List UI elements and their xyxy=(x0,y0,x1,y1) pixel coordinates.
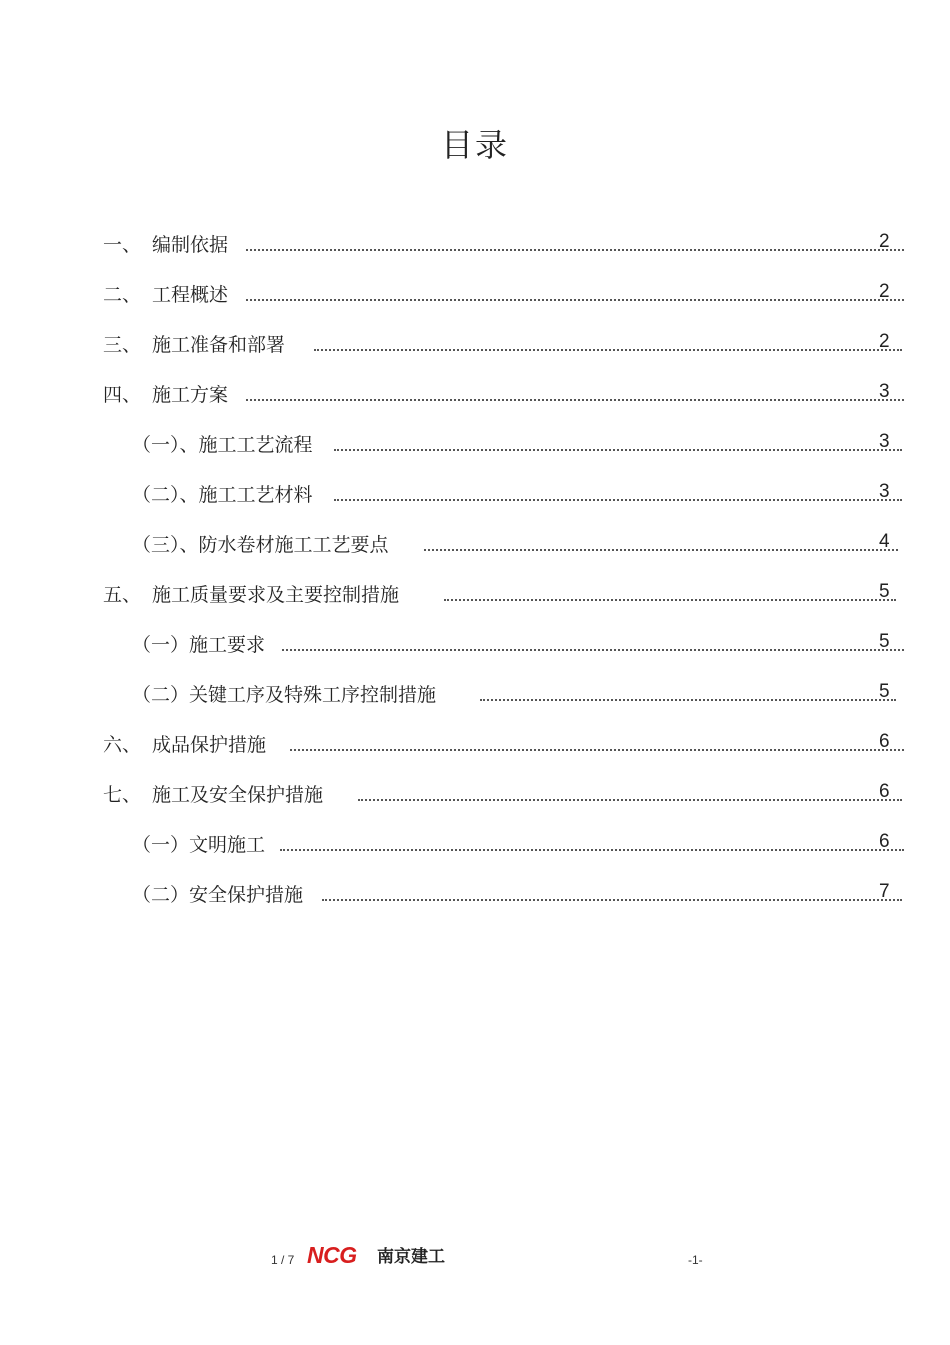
page-indicator: 1 / 7 xyxy=(271,1253,295,1267)
toc-entry-number: 一、 xyxy=(103,234,142,256)
toc-entry[interactable] xyxy=(0,572,950,612)
toc-leader-dots xyxy=(246,399,904,401)
toc-entry-number: 六、 xyxy=(103,734,142,756)
toc-entry-number: 三、 xyxy=(103,334,142,356)
toc-entry-page: 6 xyxy=(879,731,890,752)
toc-entry-number: 二、 xyxy=(103,284,142,306)
toc-entry-page: 5 xyxy=(879,581,890,602)
toc-entry[interactable] xyxy=(0,722,950,762)
toc-entry[interactable] xyxy=(0,772,950,812)
toc-entry[interactable] xyxy=(0,822,950,862)
toc-entry-page: 2 xyxy=(879,331,890,352)
logo-cn-text: 南京建工 xyxy=(377,1247,445,1267)
toc-entry-page: 3 xyxy=(879,381,890,402)
toc-entry-title: 施工及安全保护措施 xyxy=(152,784,324,806)
page-footer xyxy=(0,1243,950,1267)
toc-entry-page: 2 xyxy=(879,281,890,302)
toc-leader-dots xyxy=(246,249,904,251)
toc-leader-dots xyxy=(480,699,896,701)
toc-entry-number: 五、 xyxy=(103,584,142,606)
toc-entry[interactable] xyxy=(0,322,950,362)
toc-entry[interactable] xyxy=(0,472,950,512)
toc-entry-title: 成品保护措施 xyxy=(152,734,267,756)
toc-leader-dots xyxy=(358,799,902,801)
toc-leader-dots xyxy=(322,899,902,901)
toc-entry-page: 3 xyxy=(879,431,890,452)
toc-entry[interactable] xyxy=(0,522,950,562)
toc-entry-title: 施工方案 xyxy=(152,384,229,406)
toc-entry[interactable] xyxy=(0,272,950,312)
toc-entry[interactable] xyxy=(0,372,950,412)
toc-entry-title: （二）安全保护措施 xyxy=(132,884,304,906)
toc-entry-title: （一）、施工工艺流程 xyxy=(132,434,313,456)
toc-entry-title: 施工准备和部署 xyxy=(152,334,286,356)
toc-leader-dots xyxy=(246,299,904,301)
toc-entry-title: （一）文明施工 xyxy=(132,834,266,856)
toc-entry[interactable] xyxy=(0,622,950,662)
toc-entry[interactable] xyxy=(0,222,950,262)
toc-entry-title: （三）、防水卷材施工工艺要点 xyxy=(132,534,389,556)
logo-ncg-text: NCG xyxy=(307,1243,357,1267)
toc-leader-dots xyxy=(290,749,904,751)
toc-entry-page: 4 xyxy=(879,531,890,552)
toc-entry-title: （一）施工要求 xyxy=(132,634,266,656)
page-title: 目录 xyxy=(440,126,509,164)
toc-entry-title: 编制依据 xyxy=(152,234,229,256)
toc-entry-title: （二）、施工工艺材料 xyxy=(132,484,313,506)
toc-leader-dots xyxy=(444,599,896,601)
toc-entry[interactable] xyxy=(0,672,950,712)
toc-entry-title: 施工质量要求及主要控制措施 xyxy=(152,584,400,606)
page-number: -1- xyxy=(688,1253,703,1267)
toc-entry-page: 5 xyxy=(879,681,890,702)
toc-leader-dots xyxy=(424,549,898,551)
toc-leader-dots xyxy=(282,649,904,651)
toc-entry-page: 5 xyxy=(879,631,890,652)
toc-entry-number: 四、 xyxy=(103,384,142,406)
toc-entry-number: 七、 xyxy=(103,784,142,806)
toc-leader-dots xyxy=(334,499,902,501)
toc-leader-dots xyxy=(280,849,904,851)
toc-entry-page: 3 xyxy=(879,481,890,502)
toc-entry[interactable] xyxy=(0,872,950,912)
toc-entry-page: 2 xyxy=(879,231,890,252)
toc-entry-page: 6 xyxy=(879,781,890,802)
ncg-logo xyxy=(307,1243,467,1267)
toc-leader-dots xyxy=(334,449,902,451)
toc-entry-title: 工程概述 xyxy=(152,284,229,306)
toc-leader-dots xyxy=(314,349,902,351)
toc-entry[interactable] xyxy=(0,422,950,462)
toc-entry-title: （二）关键工序及特殊工序控制措施 xyxy=(132,684,437,706)
toc-entry-page: 7 xyxy=(879,881,890,902)
toc-entry-page: 6 xyxy=(879,831,890,852)
